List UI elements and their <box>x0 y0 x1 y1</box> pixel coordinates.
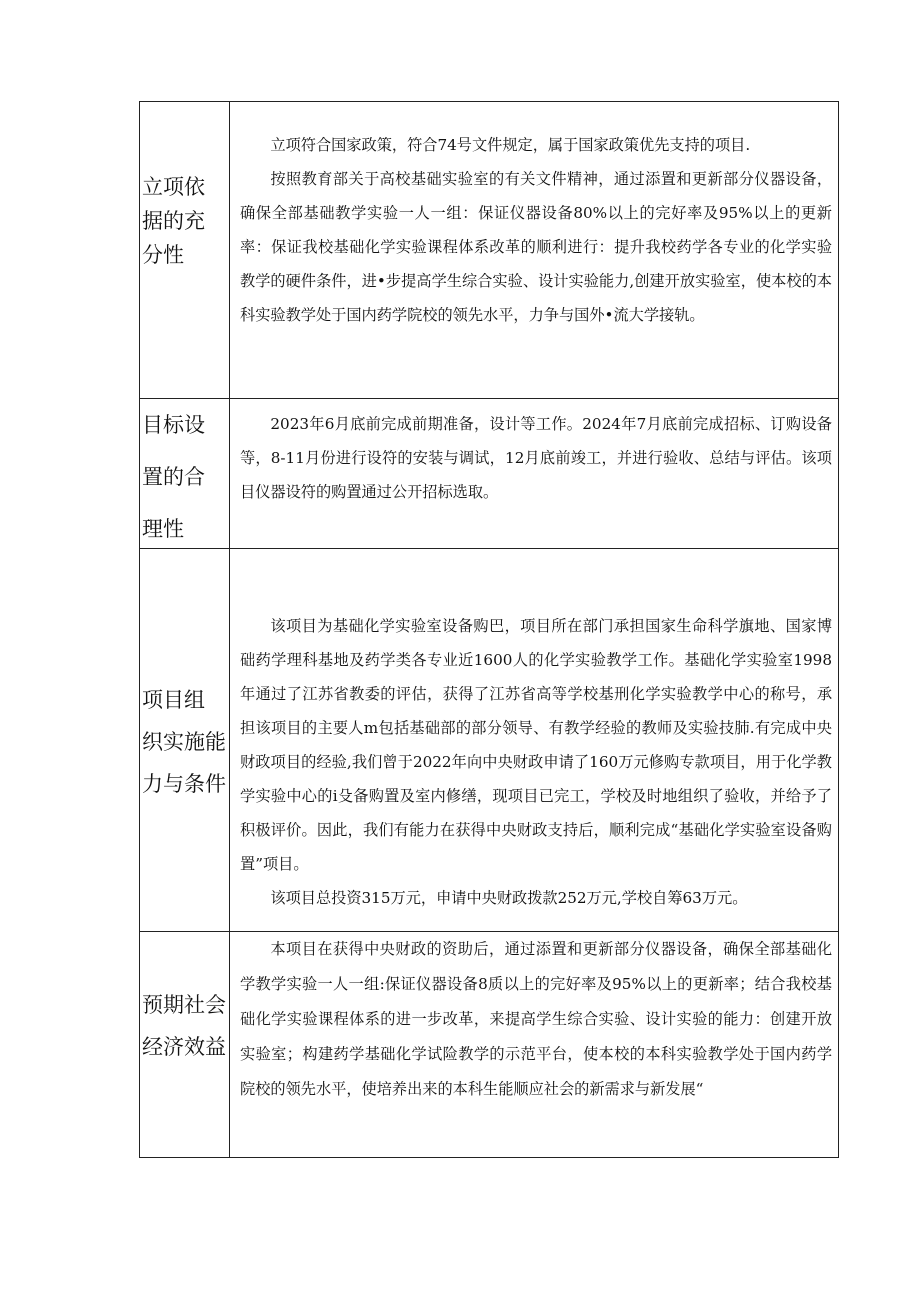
table-row <box>140 398 838 548</box>
row-label: 目标设 置的合 理性 <box>140 399 230 548</box>
row-label: 项目组 织实施能 力与条件 <box>140 549 230 931</box>
paragraph: 该项目为基础化学实验室设备购巴，项目所在部门承担国家生命科学旗地、国家博础药学理科基地及药学类各专业近1600人的化学实验教学工作。基础化学实验室1998年通过了江苏省教委的评估，获得了江苏省高等学校基刑化学实验教学中心的称号，承担该项目的主要人m包括基础部的部分领导、有教学经验的教师及实验技肺.有完成中央财政项目的经验,我们曾于2022年向中央财政申请了160万元修购专款项目，用于化学教学实验中心的i殳备购置及室内修缮，现项目已完工，学校及时地组织了验收，并给予了积极评价。因此，我们有能力在获得中央财政支持后，顺利完成“基础化学实验室设备购置”项目。 <box>240 617 832 873</box>
row-content <box>230 932 838 1157</box>
row-content <box>230 399 838 548</box>
paragraph: 按照教育部关于高校基础实验室的有关文件精神，通过添置和更新部分仪器设备，确保全部基础教学实验一人一组：保证仪器设备80%以上的完好率及95%以上的更新率：保证我校基础化学实验课程体系改革的顺利进行：提升我校药学各专业的化学实验教学的硬件条件，进•步提高学生综合实验、设计实验能力,创建开放实验室，使本校的本科实验教学处于国内药学院校的领先水平，力争与国外•流大学接轨。 <box>240 170 832 324</box>
paragraph: 立项符合国家政策，符合74号文件规定，属于国家政策优先支持的项目. <box>270 136 751 154</box>
row-content <box>230 549 838 931</box>
row-label: 立项依 据的充 分性 <box>140 102 230 398</box>
table-row <box>140 102 838 398</box>
project-table <box>139 101 839 1158</box>
paragraph: 2023年6月底前完成前期准备，设计等工作。2024年7月底前完成招标、订购设备等，8-11月份进行设符的安装与调试，12月底前竣工，并进行验收、总结与评估。该项目仪器设符的购置通过公开招标选取。 <box>240 415 832 501</box>
row-content <box>230 102 838 398</box>
table-row <box>140 931 838 1157</box>
table-row <box>140 548 838 931</box>
row-label: 预期社会 经济效益 <box>140 932 230 1157</box>
paragraph: 该项目总投资315万元，申请中央财政拨款252万元,学校自筹63万元。 <box>270 889 748 907</box>
paragraph: 本项目在获得中央财政的资助后，通过添置和更新部分仪器设备，确保全部基础化学教学实验一人一组:保证仪器设备8质以上的完好率及95%以上的更新率；结合我校基础化学实验课程体系的进一步改革，来提高学生综合实验、设计实验的能力：创建开放实验室；构建药学基础化学试险教学的示范平台，使本校的本科实验教学处于国内药学院校的领先水平，使培养出来的本科生能顺应社会的新需求与新发展“ <box>240 940 832 1098</box>
